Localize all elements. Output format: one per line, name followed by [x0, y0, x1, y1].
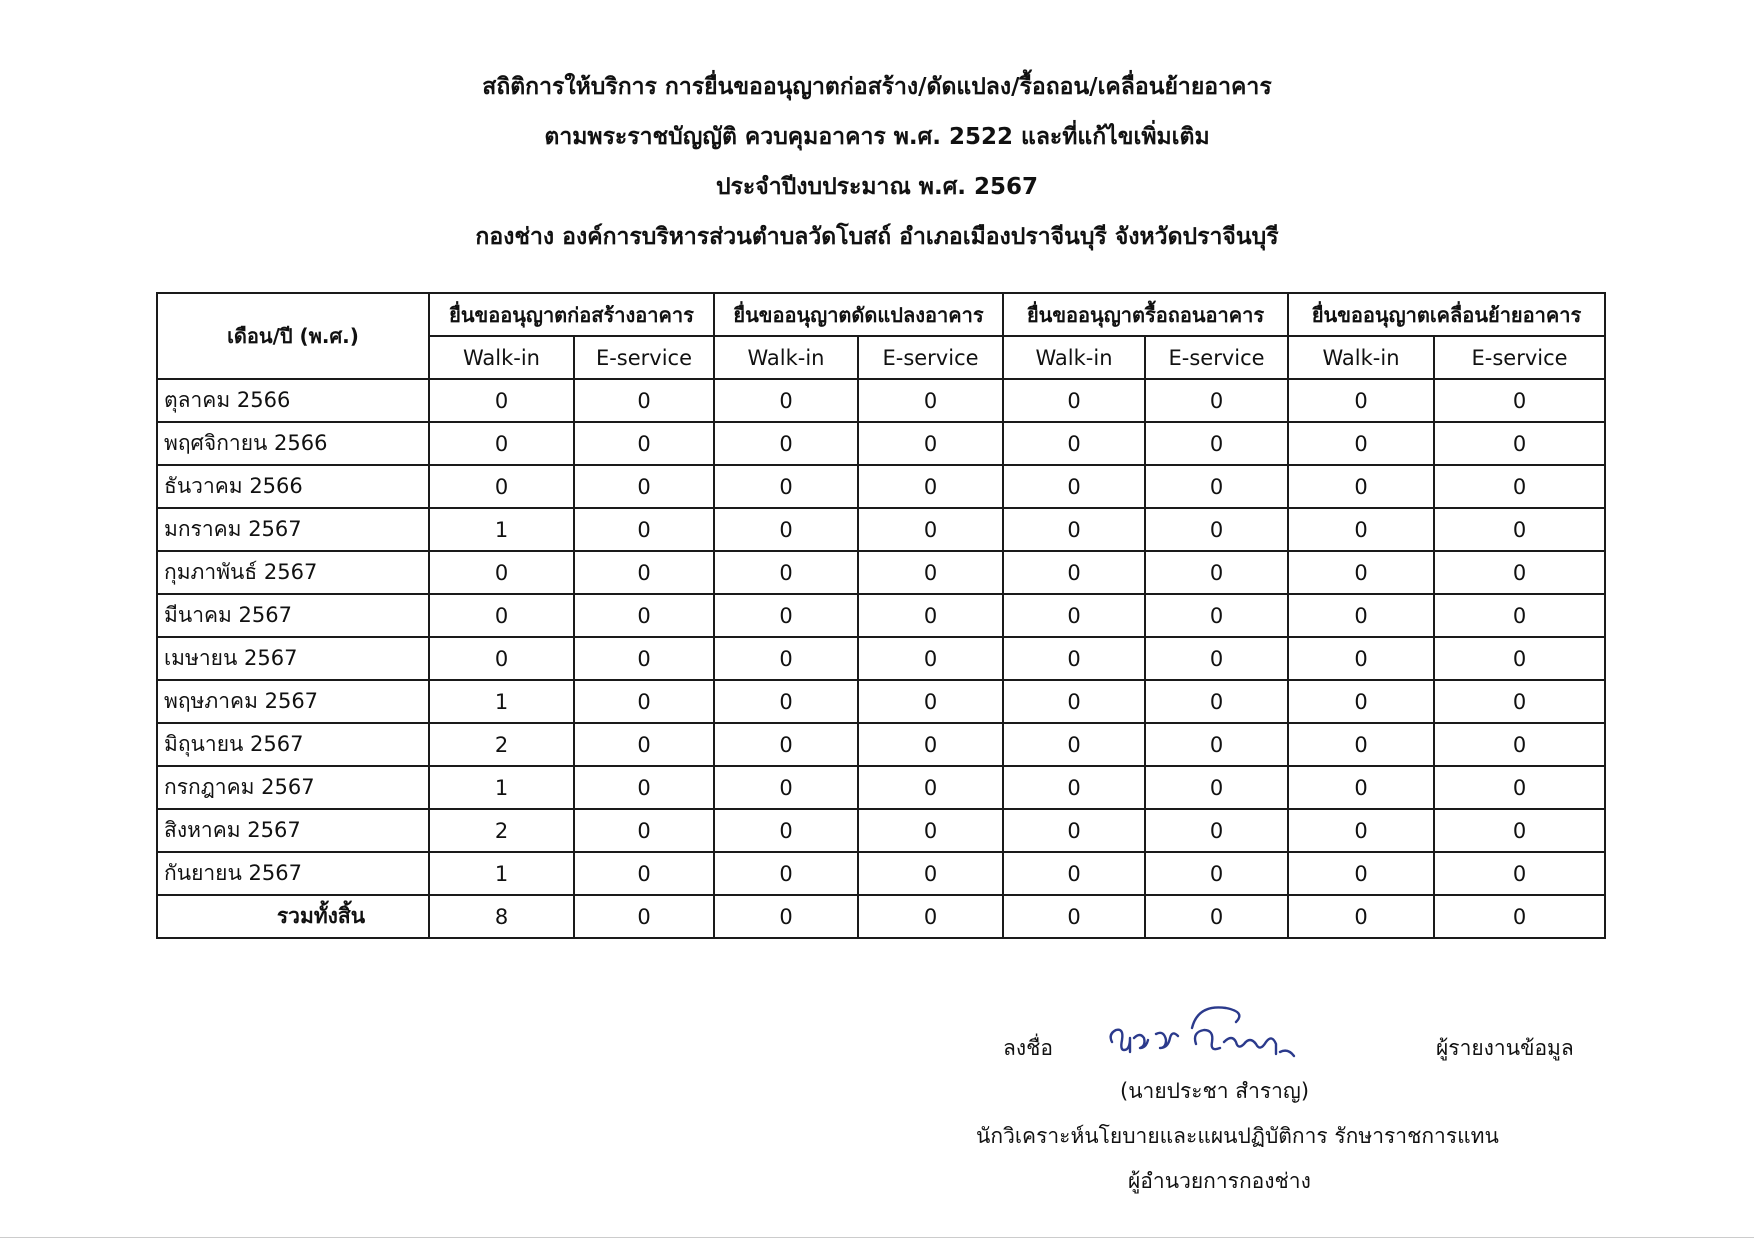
eservice-count-cell: 0 — [858, 379, 1003, 422]
walkin-count-cell: 0 — [1288, 551, 1434, 594]
signer-position: นักวิเคราะห์นโยบายและแผนปฏิบัติการ รักษาราชการแทน — [976, 1124, 1499, 1148]
table-row — [157, 680, 1605, 723]
walkin-count-cell: 0 — [714, 637, 858, 680]
eservice-header: E-service — [1145, 336, 1288, 379]
walkin-count-cell: 0 — [1003, 465, 1145, 508]
eservice-count-cell: 0 — [1434, 422, 1605, 465]
document-header — [0, 62, 1754, 262]
eservice-count-cell: 0 — [574, 809, 714, 852]
eservice-count-cell: 0 — [1145, 766, 1288, 809]
eservice-count-cell: 0 — [574, 637, 714, 680]
walkin-count-cell: 0 — [714, 379, 858, 422]
walkin-count-cell: 0 — [429, 465, 574, 508]
walkin-count-cell: 1 — [429, 508, 574, 551]
eservice-count-cell: 0 — [1434, 809, 1605, 852]
eservice-count-cell: 0 — [1145, 637, 1288, 680]
eservice-count-cell: 0 — [858, 809, 1003, 852]
walkin-count-cell: 0 — [1003, 422, 1145, 465]
table-row — [157, 551, 1605, 594]
eservice-header: E-service — [574, 336, 714, 379]
walkin-count-cell: 0 — [429, 594, 574, 637]
walkin-count-cell: 0 — [1288, 594, 1434, 637]
title-line-3: ประจำปีงบประมาณ พ.ศ. 2567 — [715, 174, 1039, 200]
eservice-count-cell: 0 — [858, 766, 1003, 809]
walkin-count-cell: 0 — [1288, 422, 1434, 465]
walkin-header: Walk-in — [429, 336, 574, 379]
walkin-count-cell: 0 — [1288, 465, 1434, 508]
statistics-table — [156, 292, 1606, 939]
month-cell: มีนาคม 2567 — [157, 594, 429, 637]
month-cell: กรกฎาคม 2567 — [157, 766, 429, 809]
signer-name: (นายประชา สำราญ) — [1120, 1079, 1310, 1103]
walkin-count-cell: 0 — [714, 809, 858, 852]
walkin-count-cell: 0 — [1003, 594, 1145, 637]
table-row — [157, 465, 1605, 508]
walkin-count-cell: 0 — [1288, 809, 1434, 852]
walkin-count-cell: 0 — [714, 465, 858, 508]
walkin-count-cell: 0 — [714, 766, 858, 809]
month-cell: สิงหาคม 2567 — [157, 809, 429, 852]
page-edge-line — [0, 1237, 1754, 1238]
eservice-count-cell: 0 — [574, 594, 714, 637]
eservice-count-cell: 0 — [858, 852, 1003, 895]
table-row — [157, 852, 1605, 895]
eservice-count-cell: 0 — [1434, 723, 1605, 766]
eservice-count-cell: 0 — [574, 551, 714, 594]
table-row — [157, 723, 1605, 766]
walkin-count-cell: 0 — [1288, 723, 1434, 766]
eservice-header: E-service — [1434, 336, 1605, 379]
eservice-count-cell: 0 — [1145, 551, 1288, 594]
eservice-count-cell: 0 — [858, 680, 1003, 723]
eservice-count-cell: 0 — [1145, 852, 1288, 895]
group-header-relocate: ยื่นขออนุญาตเคลื่อนย้ายอาคาร — [1288, 293, 1605, 336]
walkin-count-cell: 0 — [714, 680, 858, 723]
eservice-count-cell: 0 — [1145, 680, 1288, 723]
eservice-count-cell: 0 — [574, 766, 714, 809]
walkin-count-cell: 0 — [714, 508, 858, 551]
walkin-count-cell: 0 — [1003, 680, 1145, 723]
eservice-count-cell: 0 — [858, 551, 1003, 594]
walkin-count-cell: 0 — [714, 422, 858, 465]
eservice-count-cell: 0 — [1145, 895, 1288, 938]
month-cell: เมษายน 2567 — [157, 637, 429, 680]
total-row — [157, 895, 1605, 938]
walkin-count-cell: 2 — [429, 809, 574, 852]
walkin-count-cell: 0 — [1003, 852, 1145, 895]
eservice-count-cell: 0 — [574, 422, 714, 465]
table-body — [157, 379, 1605, 938]
eservice-count-cell: 0 — [1145, 809, 1288, 852]
eservice-count-cell: 0 — [858, 895, 1003, 938]
month-cell: กุมภาพันธ์ 2567 — [157, 551, 429, 594]
eservice-count-cell: 0 — [574, 723, 714, 766]
walkin-count-cell: 0 — [714, 551, 858, 594]
eservice-count-cell: 0 — [574, 508, 714, 551]
walkin-count-cell: 0 — [714, 852, 858, 895]
walkin-count-cell: 0 — [1288, 852, 1434, 895]
reporter-role: ผู้รายงานข้อมูล — [1436, 1036, 1574, 1060]
walkin-count-cell: 0 — [1003, 637, 1145, 680]
eservice-count-cell: 0 — [574, 895, 714, 938]
walkin-count-cell: 0 — [1003, 766, 1145, 809]
title-line-1: สถิติการให้บริการ การยื่นขออนุญาตก่อสร้าง/ดัดแปลง/รื้อถอน/เคลื่อนย้ายอาคาร — [482, 74, 1272, 100]
eservice-count-cell: 0 — [858, 723, 1003, 766]
walkin-count-cell: 0 — [1003, 508, 1145, 551]
month-cell: พฤศจิกายน 2566 — [157, 422, 429, 465]
eservice-count-cell: 0 — [1434, 508, 1605, 551]
table-row — [157, 766, 1605, 809]
walkin-header: Walk-in — [1288, 336, 1434, 379]
eservice-count-cell: 0 — [574, 852, 714, 895]
walkin-count-cell: 0 — [1003, 379, 1145, 422]
table-row — [157, 508, 1605, 551]
eservice-count-cell: 0 — [1145, 422, 1288, 465]
eservice-count-cell: 0 — [574, 379, 714, 422]
walkin-count-cell: 0 — [1003, 551, 1145, 594]
eservice-count-cell: 0 — [858, 422, 1003, 465]
signer-position-2: ผู้อำนวยการกองช่าง — [1128, 1169, 1311, 1193]
group-header-construct: ยื่นขออนุญาตก่อสร้างอาคาร — [429, 293, 714, 336]
eservice-count-cell: 0 — [1145, 465, 1288, 508]
eservice-count-cell: 0 — [858, 508, 1003, 551]
table-row — [157, 422, 1605, 465]
eservice-count-cell: 0 — [858, 465, 1003, 508]
eservice-count-cell: 0 — [1434, 551, 1605, 594]
title-line-4: กองช่าง องค์การบริหารส่วนตำบลวัดโบสถ์ อำเภอเมืองปราจีนบุรี จังหวัดปราจีนบุรี — [475, 224, 1279, 250]
walkin-count-cell: 0 — [714, 594, 858, 637]
group-header-row — [157, 293, 1605, 336]
walkin-count-cell: 2 — [429, 723, 574, 766]
walkin-count-cell: 0 — [714, 723, 858, 766]
walkin-count-cell: 0 — [1003, 895, 1145, 938]
month-column-header: เดือน/ปี (พ.ศ.) — [157, 293, 429, 379]
walkin-count-cell: 0 — [714, 895, 858, 938]
walkin-count-cell: 1 — [429, 680, 574, 723]
walkin-count-cell: 0 — [429, 637, 574, 680]
eservice-count-cell: 0 — [1434, 895, 1605, 938]
eservice-count-cell: 0 — [858, 594, 1003, 637]
eservice-count-cell: 0 — [858, 637, 1003, 680]
month-cell: พฤษภาคม 2567 — [157, 680, 429, 723]
walkin-count-cell: 1 — [429, 766, 574, 809]
eservice-count-cell: 0 — [1145, 379, 1288, 422]
walkin-count-cell: 0 — [1288, 680, 1434, 723]
eservice-count-cell: 0 — [1434, 465, 1605, 508]
month-cell: มกราคม 2567 — [157, 508, 429, 551]
group-header-demolish: ยื่นขออนุญาตรื้อถอนอาคาร — [1003, 293, 1288, 336]
walkin-header: Walk-in — [714, 336, 858, 379]
walkin-count-cell: 0 — [1288, 379, 1434, 422]
walkin-count-cell: 0 — [1288, 766, 1434, 809]
walkin-count-cell: 0 — [1288, 637, 1434, 680]
eservice-count-cell: 0 — [1434, 680, 1605, 723]
eservice-count-cell: 0 — [1145, 594, 1288, 637]
eservice-count-cell: 0 — [1145, 723, 1288, 766]
eservice-count-cell: 0 — [1145, 508, 1288, 551]
eservice-count-cell: 0 — [574, 465, 714, 508]
walkin-count-cell: 1 — [429, 852, 574, 895]
group-header-modify: ยื่นขออนุญาตดัดแปลงอาคาร — [714, 293, 1003, 336]
total-label: รวมทั้งสิ้น — [157, 895, 429, 938]
walkin-count-cell: 0 — [1003, 723, 1145, 766]
eservice-count-cell: 0 — [1434, 637, 1605, 680]
handwritten-signature — [1100, 998, 1320, 1074]
title-line-2: ตามพระราชบัญญัติ ควบคุมอาคาร พ.ศ. 2522 และที่แก้ไขเพิ่มเติม — [544, 124, 1210, 150]
walkin-count-cell: 0 — [1288, 508, 1434, 551]
walkin-count-cell: 0 — [1003, 809, 1145, 852]
table-row — [157, 594, 1605, 637]
eservice-count-cell: 0 — [1434, 379, 1605, 422]
month-cell: มิถุนายน 2567 — [157, 723, 429, 766]
walkin-count-cell: 0 — [1288, 895, 1434, 938]
walkin-count-cell: 0 — [429, 551, 574, 594]
walkin-count-cell: 8 — [429, 895, 574, 938]
eservice-count-cell: 0 — [1434, 852, 1605, 895]
eservice-header: E-service — [858, 336, 1003, 379]
walkin-count-cell: 0 — [429, 422, 574, 465]
eservice-count-cell: 0 — [1434, 766, 1605, 809]
table-row — [157, 379, 1605, 422]
eservice-count-cell: 0 — [574, 680, 714, 723]
sign-label: ลงชื่อ — [1003, 1036, 1053, 1060]
month-cell: ตุลาคม 2566 — [157, 379, 429, 422]
table-row — [157, 637, 1605, 680]
walkin-header: Walk-in — [1003, 336, 1145, 379]
table-row — [157, 809, 1605, 852]
month-cell: ธันวาคม 2566 — [157, 465, 429, 508]
walkin-count-cell: 0 — [429, 379, 574, 422]
month-cell: กันยายน 2567 — [157, 852, 429, 895]
eservice-count-cell: 0 — [1434, 594, 1605, 637]
